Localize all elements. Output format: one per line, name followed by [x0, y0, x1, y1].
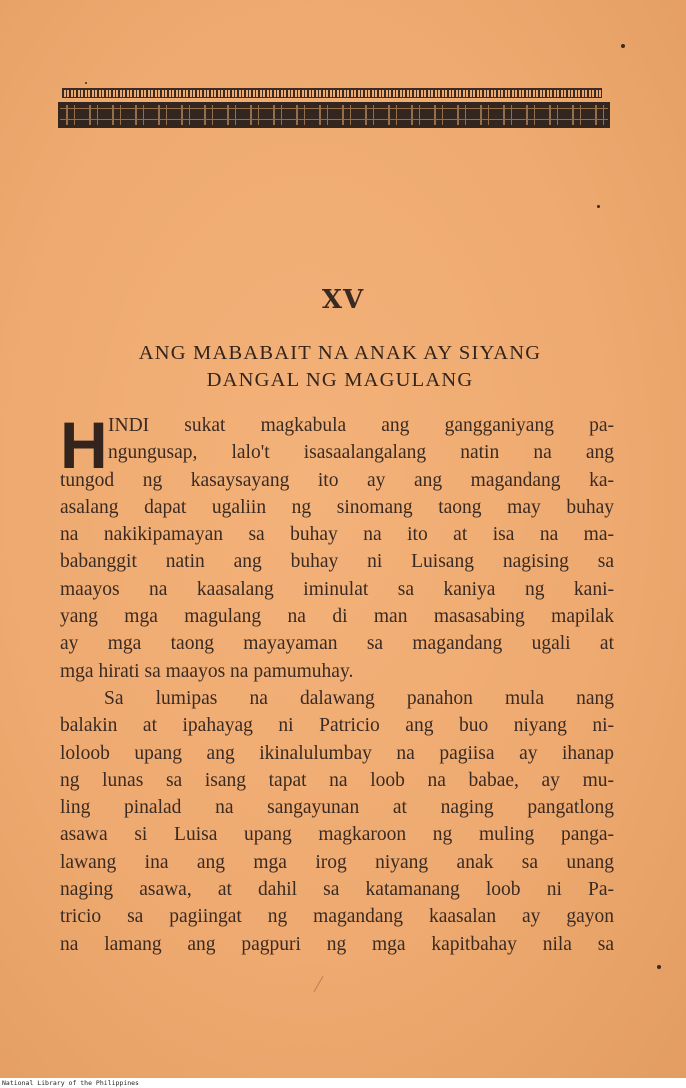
text-line: tricio sa pagiingat ng magandang kaasalan ay gayon — [60, 906, 614, 928]
text-line: naging asawa, at dahil sa katamanang loob ni Pa- — [60, 879, 614, 901]
text-line: ling pinalad na sangayunan at naging pangatlong — [60, 797, 614, 819]
chapter-number: XV — [321, 285, 365, 315]
paragraph-2 — [60, 685, 614, 958]
text-line: Sa lumipas na dalawang panahon mula nang — [104, 687, 614, 709]
chapter-title-line: ANG MABABAIT NA ANAK AY SIYANG — [138, 342, 542, 364]
paper-crease — [314, 976, 324, 992]
drop-cap: H — [60, 408, 108, 482]
text-line: asalang dapat ugaliin ng sinomang taong may buhay — [60, 496, 614, 518]
text-line: balakin at ipahayag ni Patricio ang buo niyang ni- — [60, 715, 614, 737]
paper-speck — [85, 82, 87, 84]
body-text — [60, 408, 614, 958]
text-line: ngungusap, lalo't isasaalangalang natin na ang — [108, 442, 614, 464]
text-line: na nakikipamayan sa buhay na ito at isa na ma- — [60, 524, 614, 546]
header-ornament — [58, 88, 612, 132]
text-line: babanggit natin ang buhay ni Luisang nagising sa — [60, 551, 614, 573]
text-line: ay mga taong mayayaman sa magandang ugali at — [60, 633, 614, 655]
text-line: lawang ina ang mga irog niyang anak sa unang — [60, 851, 614, 873]
text-line: asawa si Luisa upang magkaroon ng muling panga- — [60, 824, 614, 846]
paper-speck — [657, 965, 661, 969]
paper-speck — [597, 205, 600, 208]
text-line: tungod ng kasaysayang ito ay ang magandang ka- — [60, 469, 614, 491]
chapter-title — [60, 340, 620, 394]
text-line: ng lunas sa isang tapat na loob na babae, ay mu- — [60, 769, 614, 791]
text-line: na lamang ang pagpuri ng mga kapitbahay nila sa — [60, 933, 614, 955]
ornament-rule — [62, 88, 602, 98]
text-line: loloob upang ang ikinalulumbay na pagiisa ay ihanap — [60, 742, 614, 764]
library-credit: National Library of the Philippines — [2, 1079, 139, 1087]
paper-speck — [621, 44, 625, 48]
paragraph-1 — [60, 408, 614, 685]
text-line: INDI sukat magkabula ang gangganiyang pa- — [108, 415, 614, 436]
chapter-title-line: DANGAL NG MAGULANG — [206, 369, 474, 391]
text-line: yang mga magulang na di man masasabing mapilak — [60, 606, 614, 628]
text-line: maayos na kaasalang iminulat sa kaniya ng kani- — [60, 578, 614, 600]
text-line: mga hirati sa maayos na pamumuhay. — [60, 660, 354, 682]
ornament-band — [58, 102, 610, 128]
